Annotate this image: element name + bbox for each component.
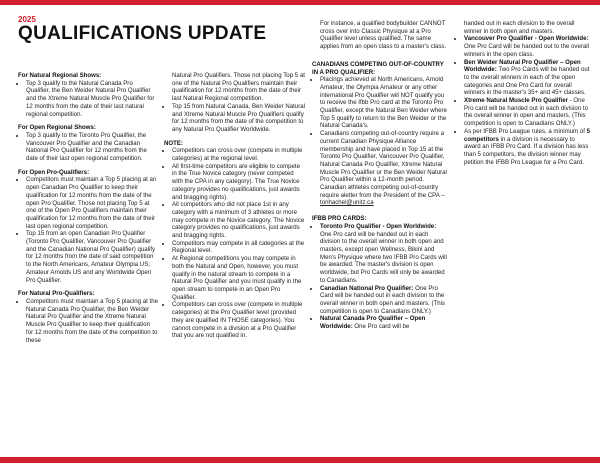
list-item: • Placings achieved at North Americans, Arnold Amateur, the Olympia Amateur or any other international Pro Qualifier will NOT qualify you to receive the Ifbb Pro card at the Toronto Pro Qualifier, except the Natural Ben Weider where Top 5 qualify to return to the Ben Weider or the Natural Canada's. — [320, 76, 448, 130]
section-heading-open-regional: For Open Regional Shows: — [18, 124, 96, 132]
list-item — [320, 285, 448, 316]
list-item: • Competitors can cross over (compete in multiple categories) at the Pro Qualifier level (provided they are qualified IN THOSE categories). You cannot compete in a division at a Pro Qualifier that you are not qualified in. — [172, 301, 306, 340]
list-item: • Competitors must maintain a Top 5 placing at the Natural Canada Pro Qualifier, the Ben Weider Natural Pro Qualifier and the Xtreme Natural Muscle Pro Qualifier to keep their qualification for 12 months from the date of the competition to these — [26, 298, 158, 344]
list-item — [320, 315, 448, 330]
qualifier-name: Vancouver Pro Qualifier - Open Worldwide: — [464, 35, 589, 43]
continued-paragraph: For instance, a qualified bodybuilder CANNOT cross over into Classic Physique at a Pro Qualifier level unless qualified. The same applies from an open class to a master's class. — [320, 20, 447, 51]
list-item — [320, 223, 448, 285]
list-item — [320, 130, 448, 207]
list-item: • Top 3 qualify to the Toronto Pro Qualifier, the Vancouver Pro Qualifier and the Canadian National Pro Qualifier for 12 months from the date of their last open regional competition. — [26, 132, 158, 163]
qualifier-name: Xtreme Natural Muscle Pro Qualifier — [464, 97, 568, 105]
column-4 — [456, 20, 590, 166]
continued-paragraph: handed out in each division to the overall winner in both open and masters. — [464, 20, 575, 35]
list-item-text: in a division is necessary to award an IFBB Pro Card. If a division has less than 5 competitors, the division winner may petition the IFBB Pro League for a Pro Card. — [464, 135, 589, 166]
list-item-text: Canadians competing out-of-country require a current Canadian Physique Alliance membership and have placed in Top 15 at the Toronto Pro Qualifier, Vancouver Pro Qualifier, Natural Canada Pro Qualifier, Xtreme Natural Muscle Pro Qualifier or the Ben Weider Natural Pro Qualifier within a 12-month period. Canadian athletes competing out-of-country require aletter from the President of the CPA – — [320, 130, 447, 199]
column-2 — [164, 72, 306, 340]
open-regional-list — [18, 132, 158, 163]
list-item: • Top 3 qualify to the Natural Canada Pro Qualifier, the Ben Weider Natural Pro Qualifier and the Xtreme Natural Muscle Pro Qualifier for 12 months from the date of their last natural regional competition. — [26, 80, 158, 119]
canadians-out-of-country-list — [312, 76, 448, 207]
qualifier-name: Toronto Pro Qualifier - Open Worldwide: — [320, 222, 437, 230]
section-heading-natural-regional: For Natural Regional Shows: — [18, 72, 102, 79]
section-heading-canadians-out-of-country: CANADIANS COMPETING OUT-OF-COUNTRY IN A PRO QUALIFIER: — [312, 60, 444, 76]
qualifier-text: One Pro card will be — [352, 323, 410, 331]
note-list — [164, 147, 306, 340]
natural-pro-qualifiers-list-cont — [164, 103, 306, 134]
section-heading-natural-pro-qualifiers: For Natural Pro-Qualifiers: — [18, 290, 95, 298]
list-item: • All first-time competitors are eligible to compete in the True Novice category (never competed with the CPA in any category). The True Novice category provides no qualifications, just awards and bragging rights). — [172, 163, 306, 202]
qualifier-text: One Pro Card will be handed out in each division to the overall winner in both open and masters. (This competition is open to Canadians ONLY.) — [320, 284, 445, 315]
column-3 — [312, 20, 448, 331]
qualifier-text: - One Pro card will be handed out in each division to the overall winner in open and masters. (This competition is open to Canadians ONLY.) — [464, 97, 588, 128]
column-1 — [18, 72, 158, 344]
natural-pro-qualifiers-list — [18, 298, 158, 344]
qualifier-text: One Pro card will be handed out in each division to the overall winner in both open and masters, except open Wellness, Bikini and Men's Physique where two IFBB Pro Cards will be awarded. The master's division is open worldwide, but Pro Cards will only be awarded to Canadians. — [320, 230, 447, 284]
list-item — [464, 59, 590, 98]
email-link[interactable]: tonhachel@unitz.ca — [320, 199, 374, 207]
year-label: 2025 — [18, 15, 36, 24]
list-item — [464, 128, 590, 167]
list-item: • Competitors may compete in all categories at the Regional level. — [172, 240, 306, 255]
qualifier-name: Canadian National Pro Qualifier: — [320, 284, 414, 292]
section-heading-open-pro-qualifiers: For Open Pro-Qualifiers: — [18, 168, 90, 176]
list-item — [464, 97, 590, 128]
section-heading-note: NOTE: — [164, 139, 183, 147]
min-competitors: 5 competitors — [464, 127, 590, 143]
section-heading-ifbb-pro-cards: IFBB PRO CARDS: — [312, 215, 367, 223]
natural-regional-list — [18, 80, 158, 119]
qualifier-name: Ben Weider Natural Pro Qualifier – Open Worldwide: — [464, 58, 581, 74]
ifbb-pro-cards-list — [312, 223, 448, 331]
continued-paragraph: Natural Pro Qualifiers. Those not placing Top 5 at one of the Natural Pro Qualifiers maintain their qualification for 12 months from the date of their last Natural Regional competition. — [172, 72, 305, 103]
top-accent-bar — [0, 0, 600, 5]
qualifier-text: Two Pro Cards will be handed out to the overall winners in each of the open categories and One Pro Card for overall winners in the master's 35+ and 45+ classes. — [464, 66, 590, 97]
page-title: QUALIFICATIONS UPDATE — [18, 23, 267, 44]
list-item — [464, 35, 590, 58]
bottom-accent-bar — [0, 457, 600, 463]
qualifier-text: One Pro Card will be handed out to the overall winners in the open class. — [464, 43, 589, 58]
list-item: • Top 15 from an open Canadian Pro Qualifier (Toronto Pro Qualifier, Vancouver Pro Qualifier and the Canadian National Pro Qualifier) qualify for 12 months from the date of said competition to the North Americans, Amateur Olympia US; Amateur Arnolds US and any Worldwide Open Pro Qualifier. — [26, 230, 158, 284]
qualifier-name: Natural Canada Pro Qualifier – Open Worldwide: — [320, 315, 426, 331]
list-item: • Competitors must maintain a Top 5 placing at an open Canadian Pro Qualifier to keep their qualification for 12 months from the date of the open Pro Qualifier. Those not placing Top 5 at one of the Open Pro Qualifiers maintain their qualification for 12 months from the date of their last open regional competition. — [26, 176, 158, 230]
list-item: • At Regional competitions you may compete in both the Natural and Open, however, you must qualify in the natural stream to compete in a Natural Pro Qualifier and you must qualify in the open stream to compete in an Open Pro Qualifier. — [172, 255, 306, 301]
ifbb-pro-cards-list-cont — [456, 35, 590, 166]
list-item: • Competitors can cross over (compete in multiple categories) at the regional level. — [172, 147, 306, 162]
list-item: • Top 15 from Natural Canada, Ben Weider Natural and Xtreme Natural Muscle Pro Qualifiers qualify for 12 months from the date of the competition to any Natural Pro Qualifier Worldwide. — [172, 103, 306, 134]
list-item: • All competitors who did not place 1st in any category with a minimum of 3 athletes or more may compete in the Novice category. The Novice category provides no qualifications, just awards and bragging rights. — [172, 201, 306, 240]
list-item-text: As per IFBB Pro League rules, a minimum of — [464, 127, 587, 135]
open-pro-qualifiers-list — [18, 176, 158, 284]
page-header — [18, 16, 266, 44]
